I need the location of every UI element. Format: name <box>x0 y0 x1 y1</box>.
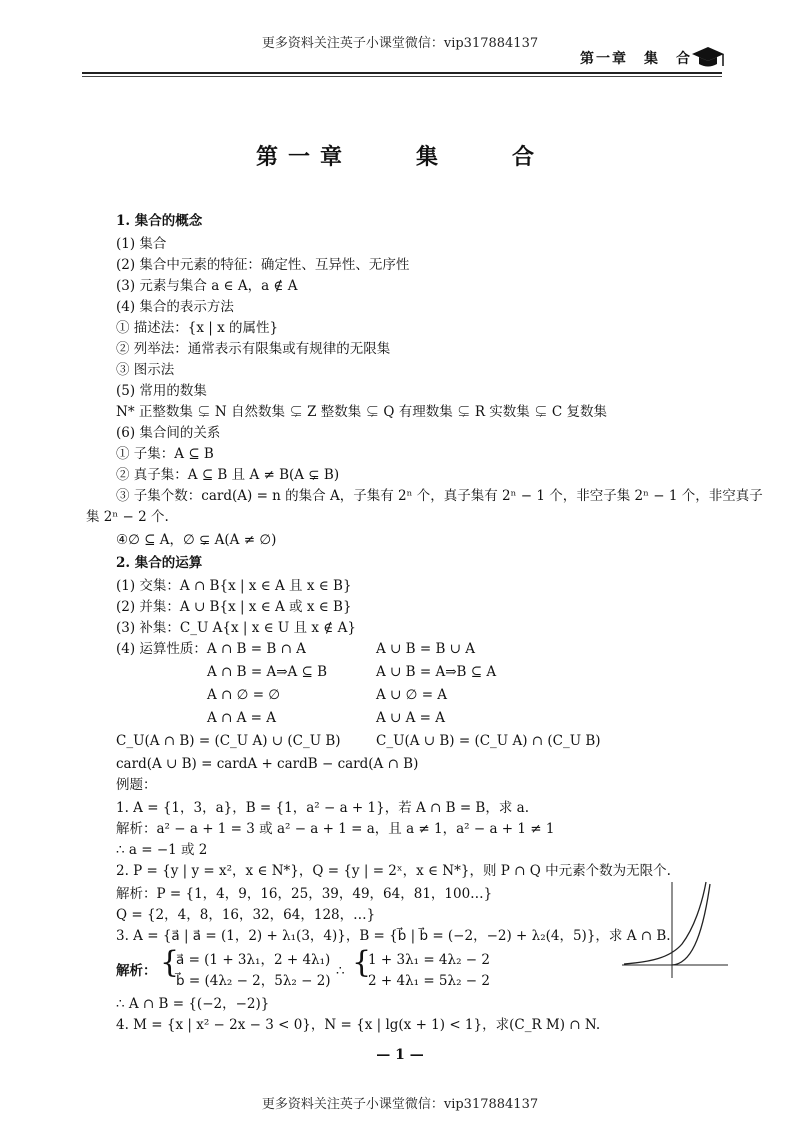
text-line: ① 子集：A ⊆ B <box>116 446 214 462</box>
text-line: N* 正整数集 ⊊ N 自然数集 ⊊ Z 整数集 ⊊ Q 有理数集 ⊊ R 实数集 ⊊ C 复数集 <box>116 404 607 420</box>
text-line: (6) 集合间的关系 <box>116 425 221 441</box>
text-line: A ∪ B = A⇒B ⊆ A <box>376 664 497 680</box>
text-line: A ∪ A = A <box>376 710 446 726</box>
header-note: 更多资料关注英子小课堂微信：vip317884137 <box>261 36 539 51</box>
left-brace: { <box>160 945 180 980</box>
therefore-symbol: ∴ <box>336 963 345 979</box>
text-line: 2. P = {y | y = x²，x ∈ N*}，Q = {y | = 2ˣ，x ∈ N*}，则 P ∩ Q 中元素个数为无限个. <box>116 863 671 879</box>
text-line: ③ 图示法 <box>116 362 175 378</box>
text-line: 3. A = {a⃗ | a⃗ = (1，2) + λ₁(3，4)}，B = {b⃗ | b⃗ = (−2，−2) + λ₂(4，5)}，求 A ∩ B. <box>116 928 671 944</box>
text-line: 例题： <box>116 777 157 793</box>
text-line: (3) 元素与集合 a ∈ A，a ∉ A <box>116 278 298 294</box>
text-line: (4) 运算性质：A ∩ B = B ∩ A <box>116 641 306 657</box>
text-line: C_U(A ∩ B) = (C_U A) ∪ (C_U B) <box>116 733 341 749</box>
footer-note: 更多资料关注英子小课堂微信：vip317884137 <box>261 1097 539 1112</box>
header-rule-thin <box>82 76 722 77</box>
text-line: ③ 子集个数：card(A) = n 的集合 A，子集有 2ⁿ 个，真子集有 2ⁿ − 1 个，非空子集 2ⁿ − 1 个，非空真子 <box>116 488 763 504</box>
text-line: A ∩ A = A <box>207 710 277 726</box>
text-line: (1) 集合 <box>116 236 167 252</box>
chapter-running-title: 第一章 集 合 <box>580 51 692 67</box>
curve-2-power-x <box>624 882 706 964</box>
header-rule <box>82 72 722 74</box>
section-heading: 2. 集合的运算 <box>116 555 203 571</box>
text-line: (5) 常用的数集 <box>116 383 207 399</box>
text-line: (2) 并集：A ∪ B{x | x ∈ A 或 x ∈ B} <box>116 599 352 615</box>
text-line: ② 列举法：通常表示有限集或有规律的无限集 <box>116 341 391 357</box>
section-heading: 1. 集合的概念 <box>116 213 203 229</box>
text-line: 2 + 4λ₁ = 5λ₂ − 2 <box>368 973 490 989</box>
text-line: (2) 集合中元素的特征：确定性、互异性、无序性 <box>116 257 410 273</box>
text-line: Q = {2，4，8，16，32，64，128，…} <box>116 907 376 923</box>
text-line: ∴ a = −1 或 2 <box>116 842 208 858</box>
text-line: 1 + 3λ₁ = 4λ₂ − 2 <box>368 952 490 968</box>
solution-label: 解析： <box>116 963 157 979</box>
text-line: ② 真子集：A ⊆ B 且 A ≠ B(A ⊊ B) <box>116 467 340 483</box>
text-line: C_U(A ∪ B) = (C_U A) ∩ (C_U B) <box>376 733 601 749</box>
page-number: — 1 — <box>376 1047 424 1063</box>
text-line: (4) 集合的表示方法 <box>116 299 234 315</box>
text-line: 集 2ⁿ − 2 个. <box>86 509 169 525</box>
text-line: ∴ A ∩ B = {(−2，−2)} <box>116 996 270 1012</box>
text-line: (3) 补集：C_U A{x | x ∈ U 且 x ∉ A} <box>116 620 356 636</box>
text-line: A ∩ ∅ = ∅ <box>207 687 281 703</box>
graduation-cap-icon <box>690 44 726 70</box>
text-line: A ∩ B = A⇒A ⊆ B <box>207 664 328 680</box>
text-line: ① 描述法：{x | x 的属性} <box>116 320 279 336</box>
text-line: (1) 交集：A ∩ B{x | x ∈ A 且 x ∈ B} <box>116 578 352 594</box>
text-line: ④∅ ⊆ A，∅ ⊊ A(A ≠ ∅) <box>116 532 277 548</box>
curve-x-squared <box>672 884 710 965</box>
text-line: b⃗ = (4λ₂ − 2，5λ₂ − 2) <box>176 973 331 989</box>
text-line: A ∪ B = B ∪ A <box>376 641 476 657</box>
chapter-title: 第一章 集 合 <box>255 144 544 170</box>
text-line: a⃗ = (1 + 3λ₁，2 + 4λ₁) <box>176 952 331 968</box>
left-brace: { <box>352 945 372 980</box>
text-line: 解析：P = {1，4，9，16，25，39，49，64，81，100…} <box>116 886 493 902</box>
text-line: card(A ∪ B) = cardA + cardB − card(A ∩ B) <box>116 756 419 772</box>
text-line: A ∪ ∅ = A <box>376 687 448 703</box>
function-graph-figure <box>620 880 730 980</box>
text-line: 4. M = {x | x² − 2x − 3 < 0}，N = {x | lg(x + 1) < 1}，求(C_R M) ∩ N. <box>116 1017 601 1033</box>
text-line: 解析：a² − a + 1 = 3 或 a² − a + 1 = a，且 a ≠ 1，a² − a + 1 ≠ 1 <box>116 821 555 837</box>
text-line: 1. A = {1，3，a}，B = {1，a² − a + 1}，若 A ∩ B = B，求 a. <box>116 800 529 816</box>
